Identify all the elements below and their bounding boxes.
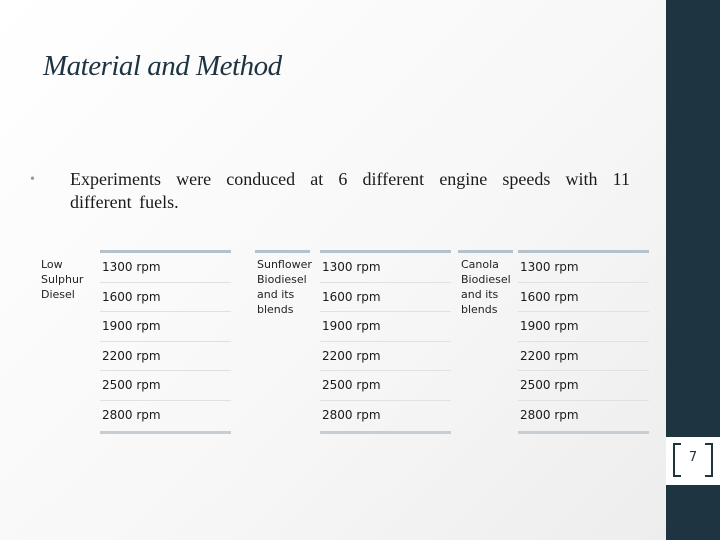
fuel-label-line: Sunflower [257, 258, 312, 271]
speed-cell: 2500 rpm [320, 371, 451, 401]
fuel-label-sunflower [257, 257, 319, 317]
speed-cell: 1600 rpm [320, 283, 451, 313]
speed-cell: 1900 rpm [518, 312, 649, 342]
speed-cell: 2200 rpm [320, 342, 451, 372]
speed-cell: 1300 rpm [320, 253, 451, 283]
fuel-label-diesel [41, 257, 103, 302]
speed-list-diesel [100, 250, 231, 434]
fuel-label-line: Biodiesel [461, 273, 511, 286]
fuel-label-canola [461, 257, 523, 317]
speed-cell: 1600 rpm [100, 283, 231, 313]
speed-list-canola [518, 250, 649, 434]
fuel-label-line: and its [257, 288, 295, 301]
speed-cell: 1900 rpm [320, 312, 451, 342]
bullet-item [30, 168, 630, 214]
speed-cell: 1600 rpm [518, 283, 649, 313]
fuel-label-line: blends [257, 303, 294, 316]
fuel-label-line: Canola [461, 258, 499, 271]
page-number: 7 [688, 450, 698, 465]
fuel-label-line: Diesel [41, 288, 75, 301]
page-number-box [666, 437, 720, 485]
speed-cell: 1300 rpm [100, 253, 231, 283]
speed-cell: 2800 rpm [520, 407, 579, 422]
speed-cell: 2500 rpm [518, 371, 649, 401]
bullet-icon: • [30, 172, 35, 187]
label-rule-sunflower [255, 250, 310, 253]
speed-cell: 2200 rpm [518, 342, 649, 372]
speed-cell: 2800 rpm [102, 407, 161, 422]
speed-cell: 2200 rpm [100, 342, 231, 372]
speed-cell: 2800 rpm [322, 407, 381, 422]
speed-cell: 2500 rpm [100, 371, 231, 401]
fuel-label-line: Biodiesel [257, 273, 307, 286]
fuel-label-line: Sulphur [41, 273, 84, 286]
speed-cell: 1900 rpm [100, 312, 231, 342]
bullet-text: Experiments were conduced at 6 different engine speeds with 11 different fuels. [70, 169, 630, 212]
fuel-label-line: and its [461, 288, 499, 301]
label-rule-canola [458, 250, 513, 253]
speed-list-sunflower [320, 250, 451, 434]
slide-title: Material and Method [43, 50, 282, 82]
fuel-label-line: blends [461, 303, 498, 316]
speed-cell: 1300 rpm [518, 253, 649, 283]
fuel-label-line: Low [41, 258, 63, 271]
